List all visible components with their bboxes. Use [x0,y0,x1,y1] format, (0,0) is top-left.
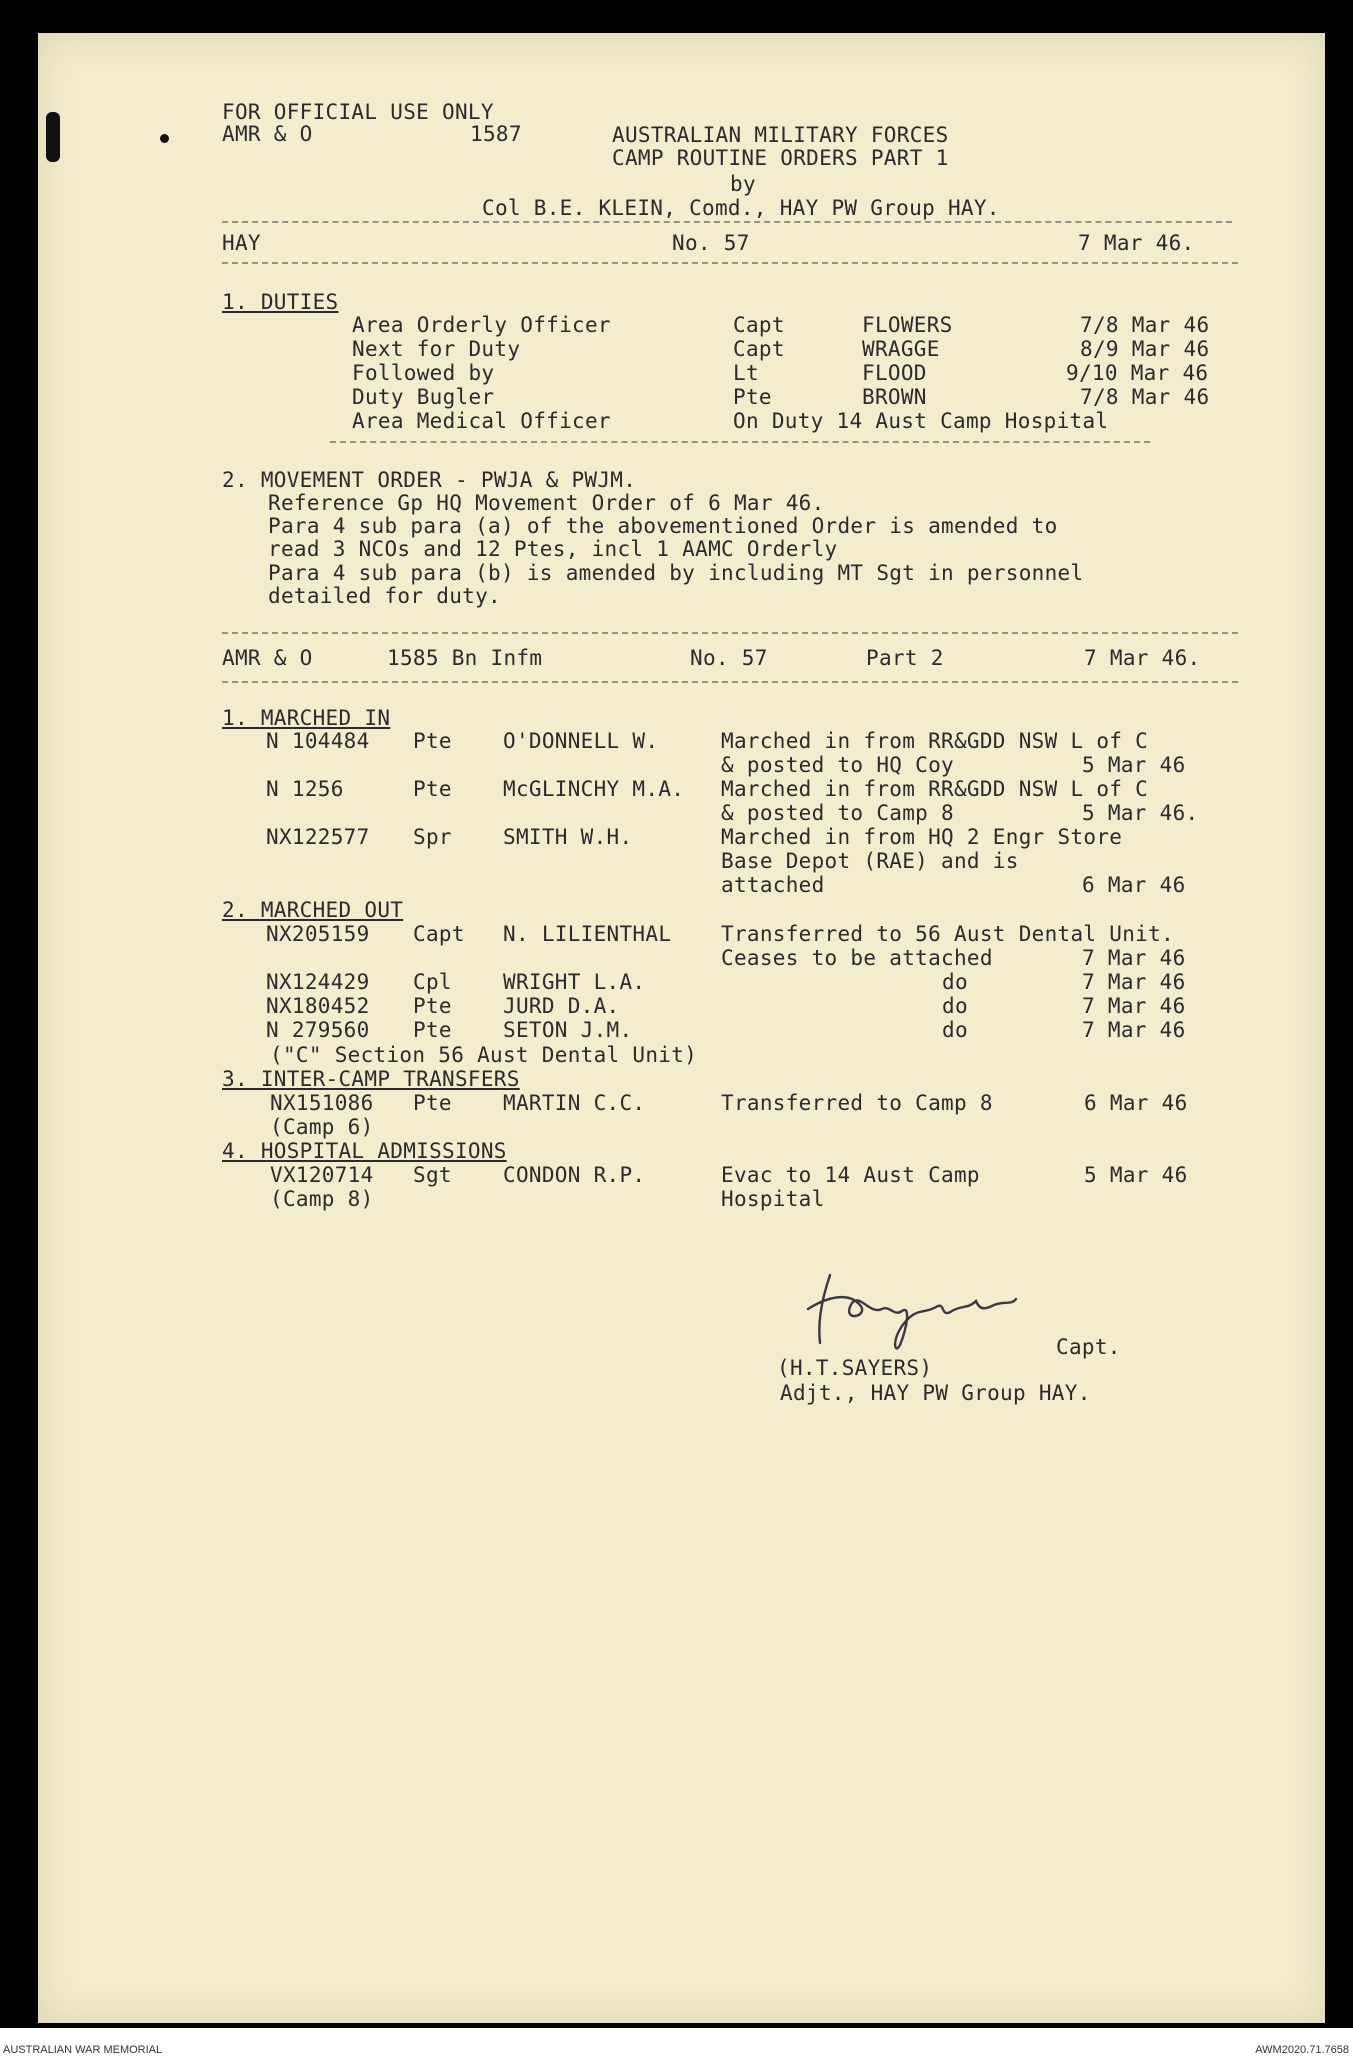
punch-hole-mark [160,134,169,143]
entry-date: 5 Mar 46 [1082,753,1186,777]
detail: attached [721,873,825,897]
ditto: do [942,994,968,1018]
camp-label: (Camp 8) [270,1187,374,1211]
movement-heading: 2. MOVEMENT ORDER - PWJA & PWJM. [222,468,637,492]
divider [222,632,1238,634]
soldier-name: McGLINCHY M.A. [503,777,685,801]
duty-rank: Lt [733,361,759,385]
detail: Transferred to 56 Aust Dental Unit. [721,922,1175,946]
entry-date: 7 Mar 46 [1082,946,1186,970]
duty-name: FLOWERS [862,313,953,337]
movement-line: Para 4 sub para (b) is amended by including MT Sgt in personnel [268,561,1084,585]
service-number: NX124429 [266,970,370,994]
divider [330,441,1150,443]
medical-role: Area Medical Officer [352,409,611,433]
soldier-name: CONDON R.P. [503,1163,646,1187]
part2-label: Part 2 [866,646,944,670]
rank: Pte [413,1018,452,1042]
orders-title: CAMP ROUTINE ORDERS PART 1 [612,146,949,170]
amr-number: 1587 [470,122,522,146]
entry-date: 7 Mar 46 [1082,970,1186,994]
marched-in-heading: 1. MARCHED IN [222,706,391,730]
rank: Pte [413,1091,452,1115]
ditto: do [942,970,968,994]
detail: & posted to HQ Coy [721,753,954,777]
duty-date: 9/10 Mar 46 [1066,361,1209,385]
signatory-appointment: Adjt., HAY PW Group HAY. [780,1381,1091,1405]
service-number: NX151086 [270,1091,374,1115]
signatory-name: (H.T.SAYERS) [777,1356,933,1380]
signatory-rank: Capt. [1056,1335,1121,1359]
by-label: by [730,172,756,196]
marched-out-note: ("C" Section 56 Aust Dental Unit) [270,1043,698,1067]
detail: Ceases to be attached [721,946,993,970]
part2-order-number: No. 57 [690,646,768,670]
transfers-heading: 3. INTER-CAMP TRANSFERS [222,1067,520,1091]
entry-date: 6 Mar 46 [1082,873,1186,897]
duty-role: Followed by [352,361,495,385]
movement-line: Para 4 sub para (a) of the abovementioned Order is amended to [268,514,1058,538]
movement-line: read 3 NCOs and 12 Ptes, incl 1 AAMC Orderly [268,537,838,561]
divider [222,681,1238,683]
rank: Pte [413,777,452,801]
service-number: NX205159 [266,922,370,946]
classification: FOR OFFICIAL USE ONLY [222,100,494,124]
duty-name: BROWN [862,385,927,409]
footer-credit: AUSTRALIAN WAR MEMORIAL [3,2044,163,2056]
ditto: do [942,1018,968,1042]
entry-date: 5 Mar 46. [1082,801,1199,825]
soldier-name: O'DONNELL W. [503,729,659,753]
detail: Hospital [721,1187,825,1211]
place: HAY [222,231,261,255]
soldier-name: SMITH W.H. [503,825,633,849]
rank: Cpl [413,970,452,994]
service-number: NX180452 [266,994,370,1018]
rank: Pte [413,994,452,1018]
medical-value: On Duty 14 Aust Camp Hospital [733,409,1109,433]
divider [222,262,1238,264]
movement-line: Reference Gp HQ Movement Order of 6 Mar 46. [268,491,825,515]
camp-label: (Camp 6) [270,1115,374,1139]
duty-role: Area Orderly Officer [352,313,611,337]
duty-rank: Pte [733,385,772,409]
movement-line: detailed for duty. [268,584,501,608]
rank: Pte [413,729,452,753]
soldier-name: N. LILIENTHAL [503,922,672,946]
footer-strip [0,2028,1353,2061]
commander: Col B.E. KLEIN, Comd., HAY PW Group HAY. [482,196,1000,220]
service-number: NX122577 [266,825,370,849]
soldier-name: MARTIN C.C. [503,1091,646,1115]
order-number: No. 57 [672,231,750,255]
hospital-heading: 4. HOSPITAL ADMISSIONS [222,1139,507,1163]
footer-accession: AWM2020.71.7658 [1255,2044,1349,2056]
entry-date: 7 Mar 46 [1082,1018,1186,1042]
soldier-name: WRIGHT L.A. [503,970,646,994]
org-title: AUSTRALIAN MILITARY FORCES [612,123,949,147]
detail: Base Depot (RAE) and is [721,849,1019,873]
duty-role: Duty Bugler [352,385,495,409]
duty-date: 7/8 Mar 46 [1080,385,1210,409]
duty-date: 8/9 Mar 46 [1080,337,1210,361]
part2-amr-ref: AMR & O [222,646,313,670]
part2-amr-number: 1585 Bn Infm [387,646,543,670]
rank: Sgt [413,1163,452,1187]
punch-hole-mark [46,112,60,162]
detail: & posted to Camp 8 [721,801,954,825]
entry-date: 6 Mar 46 [1084,1091,1188,1115]
handwritten-signature [790,1265,1050,1355]
detail: Marched in from RR&GDD NSW L of C [721,729,1149,753]
part2-date: 7 Mar 46. [1084,646,1201,670]
detail: Transferred to Camp 8 [721,1091,993,1115]
duties-heading: 1. DUTIES [222,290,339,314]
service-number: N 1256 [266,777,344,801]
order-date: 7 Mar 46. [1078,231,1195,255]
duty-name: FLOOD [862,361,927,385]
entry-date: 5 Mar 46 [1084,1163,1188,1187]
rank: Spr [413,825,452,849]
soldier-name: SETON J.M. [503,1018,633,1042]
divider [222,221,1232,223]
duty-name: WRAGGE [862,337,940,361]
duty-rank: Capt [733,313,785,337]
duty-date: 7/8 Mar 46 [1080,313,1210,337]
duty-role: Next for Duty [352,337,521,361]
detail: Marched in from RR&GDD NSW L of C [721,777,1149,801]
marched-out-heading: 2. MARCHED OUT [222,898,404,922]
soldier-name: JURD D.A. [503,994,620,1018]
service-number: N 279560 [266,1018,370,1042]
service-number: VX120714 [270,1163,374,1187]
detail: Evac to 14 Aust Camp [721,1163,980,1187]
detail: Marched in from HQ 2 Engr Store [721,825,1123,849]
duty-rank: Capt [733,337,785,361]
amr-ref: AMR & O [222,122,313,146]
entry-date: 7 Mar 46 [1082,994,1186,1018]
rank: Capt [413,922,465,946]
service-number: N 104484 [266,729,370,753]
